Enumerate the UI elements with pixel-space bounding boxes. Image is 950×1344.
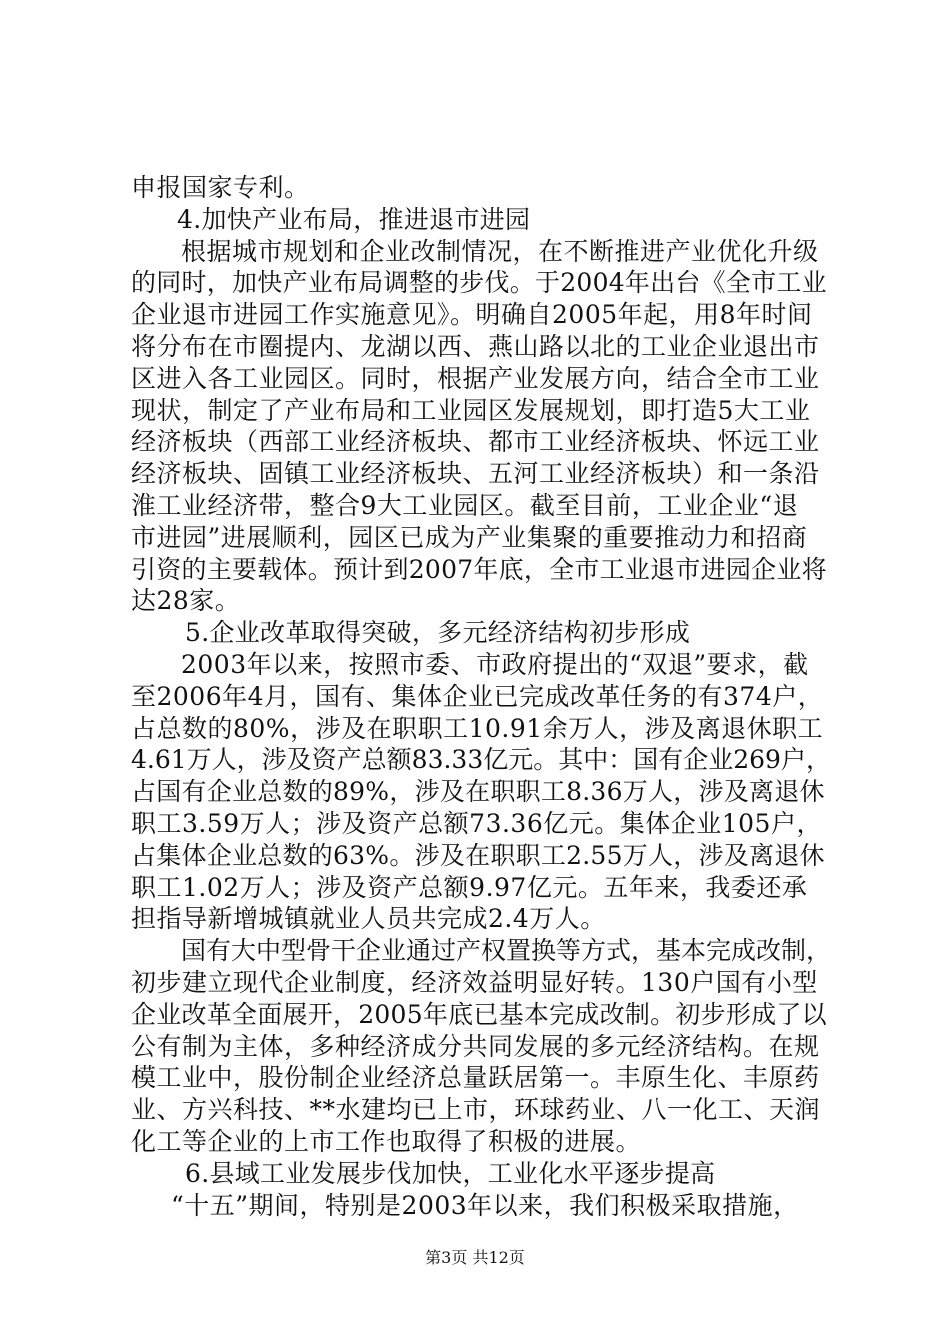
body-text-line: 初步建立现代企业制度，经济效益明显好转。130户国有小型 (131, 967, 818, 997)
body-text-line: 经济板块、固镇工业经济板块、五河工业经济板块）和一条沿 (131, 459, 820, 489)
body-text-line: 化工等企业的上市工作也取得了积极的进展。 (131, 1126, 642, 1156)
body-text-line: 淮工业经济带，整合9大工业园区。截至目前，工业企业“退 (131, 490, 799, 520)
body-text-line: 引资的主要载体。预计到2007年底，全市工业退市进园企业将 (131, 554, 827, 584)
body-text-line: 模工业中，股份制企业经济总量跃居第一。丰原生化、丰原药 (131, 1063, 820, 1093)
body-text-line: 业、方兴科技、**水建均已上市，环球药业、八一化工、天润 (131, 1095, 821, 1125)
body-text-line: 企业退市进园工作实施意见》。明确自2005年起，用8年时间 (131, 300, 813, 330)
body-text-line: 职工1.02万人；涉及资产总额9.97亿元。五年来，我委还承 (131, 872, 808, 902)
document-body (131, 172, 831, 1221)
body-text-line: 国有大中型骨干企业通过产权置换等方式，基本完成改制， (181, 936, 832, 966)
body-text-line: 达28家。 (131, 586, 241, 616)
body-text-line: 企业改革全面展开，2005年底已基本完成改制。初步形成了以 (131, 999, 827, 1029)
body-text-line: 根据城市规划和企业改制情况，在不断推进产业优化升级 (181, 236, 819, 266)
body-text-line: 2003年以来，按照市委、市政府提出的“双退”要求，截 (181, 649, 809, 679)
page-footer: 第3页 共12页 (425, 1248, 525, 1267)
body-text-line: 现状，制定了产业布局和工业园区发展规划，即打造5大工业 (131, 395, 811, 425)
body-text-line: 至2006年4月，国有、集体企业已完成改革任务的有374户， (131, 681, 824, 711)
body-text-line: 的同时，加快产业布局调整的步伐。于2004年出台《全市工业 (131, 268, 827, 298)
body-text-line: 占总数的80%，涉及在职职工10.91余万人，涉及离退休职工 (131, 713, 824, 743)
body-text-line: 申报国家专利。 (131, 173, 310, 202)
body-text-line: 将分布在市圈提内、龙湖以西、燕山路以北的工业企业退出市 (131, 331, 820, 361)
body-text-line: 4.61万人，涉及资产总额83.33亿元。其中：国有企业269户， (131, 745, 831, 775)
body-text-line: 占集体企业总数的63%。涉及在职职工2.55万人，涉及离退休 (131, 840, 825, 870)
body-text-line: “十五”期间，特别是2003年以来，我们积极采取措施， (171, 1190, 799, 1220)
body-text-line: 公有制为主体，多种经济成分共同发展的多元经济结构。在规 (131, 1031, 820, 1061)
body-text-line: 市进园”进展顺利，园区已成为产业集聚的重要推动力和招商 (131, 522, 808, 552)
section-heading: 5.企业改革取得突破，多元经济结构初步形成 (185, 618, 691, 648)
body-text-line: 担指导新增城镇就业人员共完成2.4万人。 (131, 904, 606, 934)
body-text-line: 职工3.59万人；涉及资产总额73.36亿元。集体企业105户， (131, 808, 822, 838)
section-heading: 4.加快产业布局，推进退市进园 (177, 204, 531, 234)
body-text-line: 区进入各工业园区。同时，根据产业发展方向，结合全市工业 (131, 363, 820, 393)
body-text-line: 经济板块（西部工业经济板块、都市工业经济板块、怀远工业 (131, 427, 820, 457)
body-text-line: 占国有企业总数的89%，涉及在职职工8.36万人，涉及离退休 (131, 777, 825, 807)
section-heading: 6.县域工业发展步伐加快，工业化水平逐步提高 (185, 1158, 716, 1188)
